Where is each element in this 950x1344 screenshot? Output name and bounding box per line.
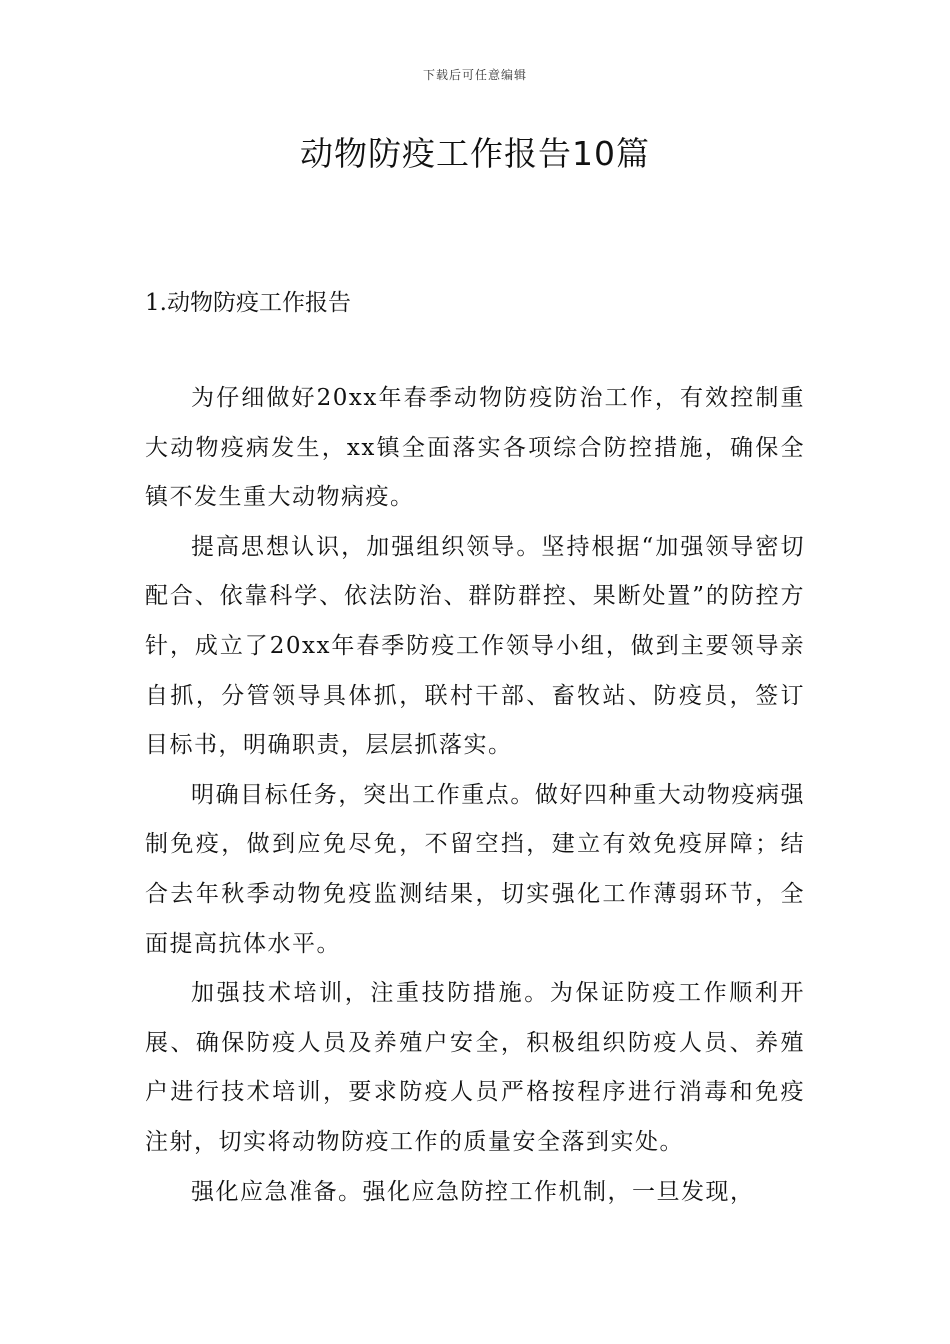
body-text [145,374,805,1217]
document-title: 动物防疫工作报告10篇 [300,134,650,173]
paragraph-2: 提高思想认识，加强组织领导。坚持根据“加强领导密切配合、依靠科学、依法防治、群防群控、果断处置”的防控方针，成立了20xx年春季防疫工作领导小组，做到主要领导亲自抓，分管领导具体抓，联村干部、畜牧站、防疫员，签订目标书，明确职责，层层抓落实。 [145,533,805,759]
section-heading: 1.动物防疫工作报告 [145,290,351,316]
paragraph-3: 明确目标任务，突出工作重点。做好四种重大动物疫病强制免疫，做到应免尽免，不留空挡，建立有效免疫屏障；结合去年秋季动物免疫监测结果，切实强化工作薄弱环节，全面提高抗体水平。 [145,781,805,957]
paragraph-5: 强化应急准备。强化应急防控工作机制，一旦发现， [191,1178,755,1205]
header-note: 下载后可任意编辑 [422,68,527,82]
paragraph-4: 加强技术培训，注重技防措施。为保证防疫工作顺利开展、确保防疫人员及养殖户安全，积极组织防疫人员、养殖户进行技术培训，要求防疫人员严格按程序进行消毒和免疫注射，切实将动物防疫工作的质量安全落到实处。 [145,980,805,1155]
paragraph-1: 为仔细做好20xx年春季动物防疫防治工作，有效控制重大动物疫病发生，xx镇全面落实各项综合防控措施，确保全镇不发生重大动物病疫。 [145,385,805,511]
